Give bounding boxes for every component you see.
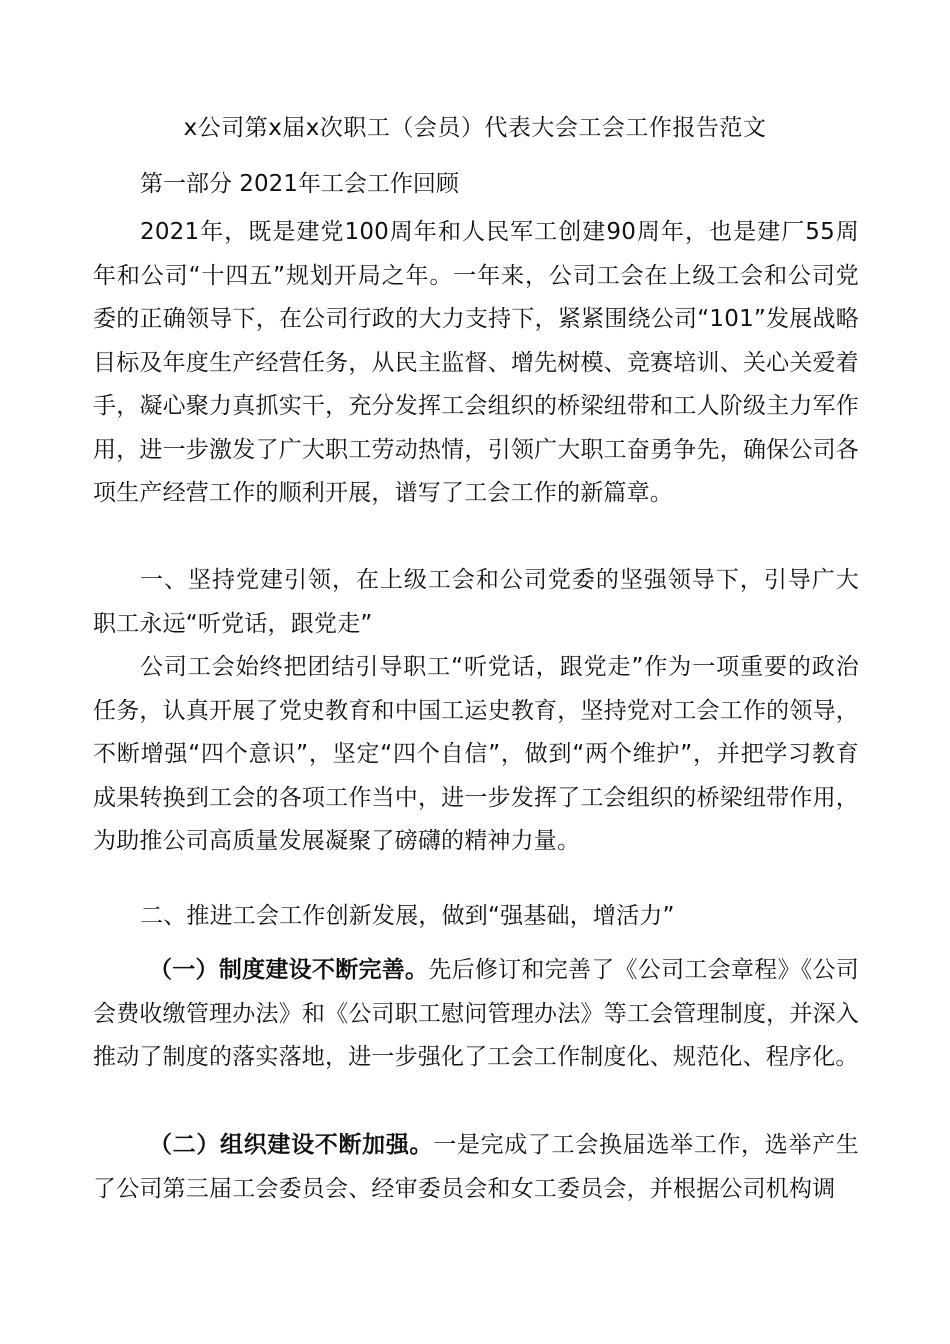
paragraph-organization-building-text: 一是完成了工会换届选举工作，选举产生了公司第三届工会委员会、经审委员会和女工委员会，并根据公司机构调 [93, 1132, 859, 1202]
section-heading-innovation: 二、推进工会工作创新发展，做到“强基础，增活力” [140, 903, 675, 929]
paragraph-party-leadership: 公司工会始终把团结引导职工“听党话，跟党走”作为一项重要的政治任务，认真开展了党史教育和中国工运史教育，坚持党对工会工作的领导，不断增强“四个意识”，坚定“四个自信”，做到“两个维护”，并把学习教育成果转换到工会的各项工作当中，进一步发挥了工会组织的桥梁纽带作用，为助推公司高质量发展凝聚了磅礴的精神力量。 [93, 654, 859, 854]
document-title: x公司第x届x次职工（会员）代表大会工会工作报告范文 [183, 115, 767, 141]
subheading-system-building: （一）制度建设不断完善。 [149, 957, 429, 983]
part-heading: 第一部分 2021年工会工作回顾 [140, 171, 459, 197]
subheading-organization-building: （二）组织建设不断加强。 [149, 1132, 434, 1158]
paragraph-organization-building [93, 1124, 859, 1211]
paragraph-system-building-text: 先后修订和完善了《公司工会章程》《公司会费收缴管理办法》和《公司职工慰问管理办法》等工会管理制度，并深入推动了制度的落实落地，进一步强化了工会工作制度化、规范化、程序化。 [93, 957, 859, 1070]
section-heading-party-leadership: 一、坚持党建引领，在上级工会和公司党委的坚强领导下，引导广大职工永远“听党话，跟党走” [93, 567, 859, 637]
paragraph-review-intro: 2021年，既是建党100周年和人民军工创建90周年，也是建厂55周年和公司“十四五”规划开局之年。一年来，公司工会在上级工会和公司党委的正确领导下，在公司行政的大力支持下，紧紧围绕公司“101”发展战略目标及年度生产经营任务，从民主监督、增先树模、竞赛培训、关心关爱着手，凝心聚力真抓实干，充分发挥工会组织的桥梁纽带和工人阶级主力军作用，进一步激发了广大职工劳动热情，引领广大职工奋勇争先，确保公司各项生产经营工作的顺利开展，谱写了工会工作的新篇章。 [93, 219, 859, 506]
paragraph-system-building [93, 949, 859, 1080]
